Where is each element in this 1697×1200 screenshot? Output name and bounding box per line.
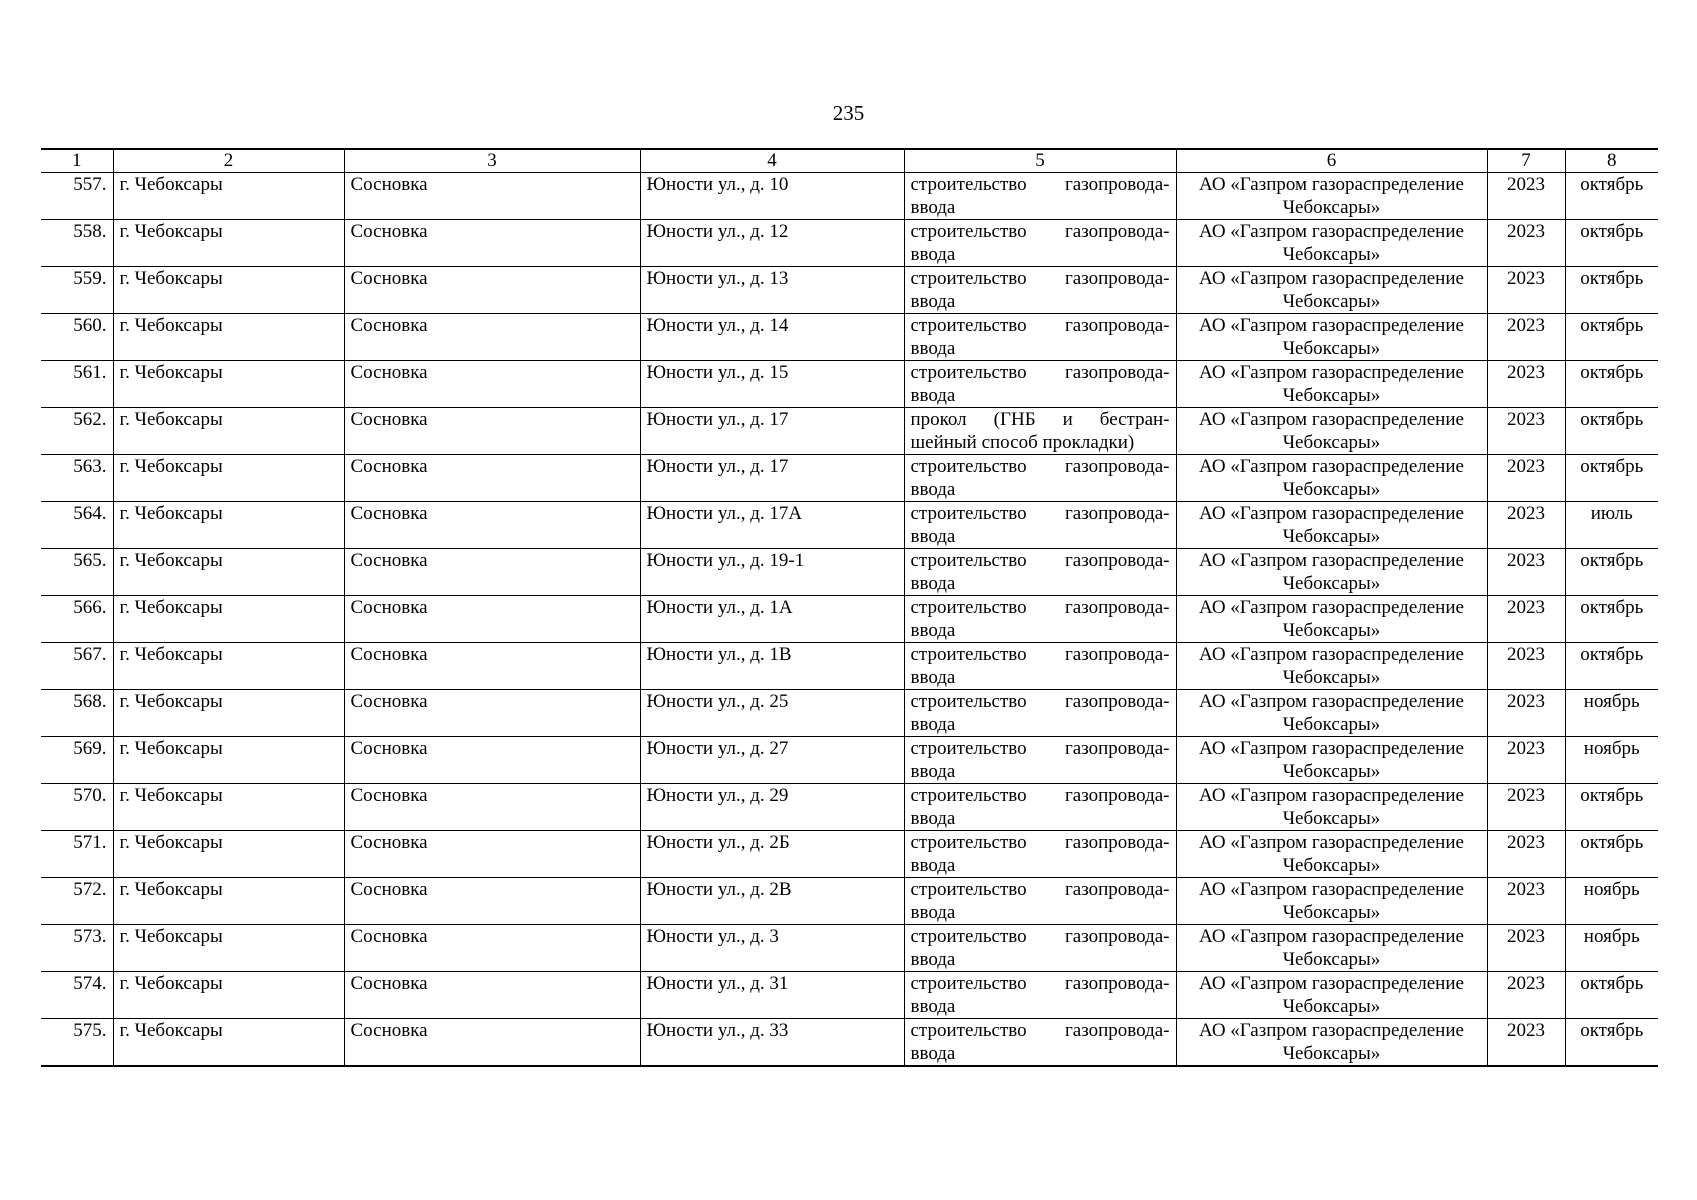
city-cell: г. Чебоксары [113, 596, 344, 643]
organization-cell [1176, 784, 1487, 831]
row-number-cell: 558. [41, 220, 113, 267]
city-cell: г. Чебоксары [113, 690, 344, 737]
organization-cell [1176, 878, 1487, 925]
organization-cell [1176, 267, 1487, 314]
work-type-line: ввода [910, 949, 956, 970]
table-row [41, 220, 1658, 267]
table-row [41, 502, 1658, 549]
work-type-line: ввода [910, 808, 956, 829]
year-cell: 2023 [1487, 596, 1565, 643]
month-cell: июль [1565, 502, 1658, 549]
work-type-cell [904, 925, 1176, 972]
organization-line: Чебоксары» [1282, 855, 1381, 876]
address-cell: Юности ул., д. 2В [640, 878, 904, 925]
district-cell: Сосновка [344, 220, 640, 267]
district-cell: Сосновка [344, 549, 640, 596]
city-cell: г. Чебоксары [113, 314, 344, 361]
work-type-line: ввода [910, 761, 956, 782]
year-cell: 2023 [1487, 690, 1565, 737]
work-type-line: строительство газопровода- [910, 362, 1170, 383]
organization-line: Чебоксары» [1282, 996, 1381, 1017]
month-cell: ноябрь [1565, 690, 1658, 737]
address-cell: Юности ул., д. 17 [640, 408, 904, 455]
work-type-cell [904, 831, 1176, 878]
row-number-cell: 557. [41, 173, 113, 220]
row-number-cell: 569. [41, 737, 113, 784]
work-type-line: строительство газопровода- [910, 785, 1170, 806]
header-cell: 8 [1565, 149, 1658, 173]
organization-cell [1176, 314, 1487, 361]
organization-line: Чебоксары» [1282, 526, 1381, 547]
row-number-cell: 561. [41, 361, 113, 408]
work-type-line: ввода [910, 573, 956, 594]
organization-line: Чебоксары» [1282, 808, 1381, 829]
organization-line: АО «Газпром газораспределение [1199, 315, 1464, 336]
month-cell: октябрь [1565, 267, 1658, 314]
organization-line: АО «Газпром газораспределение [1199, 738, 1464, 759]
work-type-line: шейный способ прокладки) [910, 432, 1135, 453]
organization-line: АО «Газпром газораспределение [1199, 221, 1464, 242]
address-cell: Юности ул., д. 17 [640, 455, 904, 502]
work-type-cell [904, 784, 1176, 831]
city-cell: г. Чебоксары [113, 220, 344, 267]
address-cell: Юности ул., д. 2Б [640, 831, 904, 878]
work-type-cell [904, 878, 1176, 925]
header-cell: 3 [344, 149, 640, 173]
district-cell: Сосновка [344, 314, 640, 361]
district-cell: Сосновка [344, 737, 640, 784]
organization-cell [1176, 220, 1487, 267]
organization-line: АО «Газпром газораспределение [1199, 174, 1464, 195]
work-type-line: строительство газопровода- [910, 973, 1170, 994]
row-number-cell: 573. [41, 925, 113, 972]
organization-cell [1176, 455, 1487, 502]
district-cell: Сосновка [344, 925, 640, 972]
table-row [41, 925, 1658, 972]
organization-line: АО «Газпром газораспределение [1199, 691, 1464, 712]
table-row [41, 737, 1658, 784]
work-type-line: строительство газопровода- [910, 174, 1170, 195]
table-row [41, 408, 1658, 455]
organization-line: Чебоксары» [1282, 714, 1381, 735]
header-cell: 1 [41, 149, 113, 173]
year-cell: 2023 [1487, 173, 1565, 220]
organization-line: АО «Газпром газораспределение [1199, 1020, 1464, 1041]
work-type-line: ввода [910, 996, 956, 1017]
work-type-line: строительство газопровода- [910, 597, 1170, 618]
city-cell: г. Чебоксары [113, 173, 344, 220]
year-cell: 2023 [1487, 361, 1565, 408]
district-cell: Сосновка [344, 361, 640, 408]
organization-line: Чебоксары» [1282, 761, 1381, 782]
organization-cell [1176, 737, 1487, 784]
work-type-cell [904, 220, 1176, 267]
address-cell: Юности ул., д. 31 [640, 972, 904, 1019]
organization-cell [1176, 925, 1487, 972]
header-cell: 2 [113, 149, 344, 173]
header-cell: 7 [1487, 149, 1565, 173]
organization-line: Чебоксары» [1282, 620, 1381, 641]
work-type-line: ввода [910, 385, 956, 406]
organization-line: Чебоксары» [1282, 385, 1381, 406]
month-cell: ноябрь [1565, 737, 1658, 784]
work-type-line: ввода [910, 902, 956, 923]
address-cell: Юности ул., д. 10 [640, 173, 904, 220]
year-cell: 2023 [1487, 455, 1565, 502]
city-cell: г. Чебоксары [113, 643, 344, 690]
work-type-line: строительство газопровода- [910, 221, 1170, 242]
table-row [41, 972, 1658, 1019]
row-number-cell: 559. [41, 267, 113, 314]
month-cell: октябрь [1565, 314, 1658, 361]
work-type-line: строительство газопровода- [910, 879, 1170, 900]
header-cell: 5 [904, 149, 1176, 173]
work-type-line: строительство газопровода- [910, 268, 1170, 289]
city-cell: г. Чебоксары [113, 408, 344, 455]
year-cell: 2023 [1487, 972, 1565, 1019]
year-cell: 2023 [1487, 784, 1565, 831]
organization-cell [1176, 408, 1487, 455]
district-cell: Сосновка [344, 455, 640, 502]
district-cell: Сосновка [344, 596, 640, 643]
city-cell: г. Чебоксары [113, 549, 344, 596]
table-row [41, 690, 1658, 737]
organization-line: Чебоксары» [1282, 479, 1381, 500]
organization-line: АО «Газпром газораспределение [1199, 832, 1464, 853]
organization-line: АО «Газпром газораспределение [1199, 409, 1464, 430]
district-cell: Сосновка [344, 643, 640, 690]
year-cell: 2023 [1487, 737, 1565, 784]
organization-line: АО «Газпром газораспределение [1199, 879, 1464, 900]
work-type-cell [904, 549, 1176, 596]
city-cell: г. Чебоксары [113, 267, 344, 314]
work-type-line: ввода [910, 244, 956, 265]
organization-line: АО «Газпром газораспределение [1199, 644, 1464, 665]
work-type-cell [904, 173, 1176, 220]
work-type-line: ввода [910, 667, 956, 688]
organization-line: Чебоксары» [1282, 432, 1381, 453]
district-cell: Сосновка [344, 831, 640, 878]
work-type-cell [904, 361, 1176, 408]
work-type-cell [904, 643, 1176, 690]
district-cell: Сосновка [344, 972, 640, 1019]
row-number-cell: 575. [41, 1019, 113, 1067]
month-cell: октябрь [1565, 972, 1658, 1019]
row-number-cell: 568. [41, 690, 113, 737]
month-cell: октябрь [1565, 408, 1658, 455]
city-cell: г. Чебоксары [113, 1019, 344, 1067]
month-cell: октябрь [1565, 361, 1658, 408]
work-type-cell [904, 314, 1176, 361]
work-type-line: строительство газопровода- [910, 926, 1170, 947]
work-type-cell [904, 690, 1176, 737]
organization-cell [1176, 596, 1487, 643]
organization-line: Чебоксары» [1282, 573, 1381, 594]
address-cell: Юности ул., д. 17А [640, 502, 904, 549]
page-number: 235 [832, 101, 865, 125]
city-cell: г. Чебоксары [113, 737, 344, 784]
organization-line: Чебоксары» [1282, 902, 1381, 923]
month-cell: октябрь [1565, 549, 1658, 596]
table-row [41, 173, 1658, 220]
table-row [41, 314, 1658, 361]
work-type-line: строительство газопровода- [910, 550, 1170, 571]
work-type-line: строительство газопровода- [910, 456, 1170, 477]
city-cell: г. Чебоксары [113, 361, 344, 408]
work-type-cell [904, 596, 1176, 643]
row-number-cell: 562. [41, 408, 113, 455]
address-cell: Юности ул., д. 3 [640, 925, 904, 972]
year-cell: 2023 [1487, 267, 1565, 314]
year-cell: 2023 [1487, 220, 1565, 267]
organization-cell [1176, 831, 1487, 878]
year-cell: 2023 [1487, 643, 1565, 690]
city-cell: г. Чебоксары [113, 502, 344, 549]
register-table [41, 148, 1658, 1067]
header-cell: 6 [1176, 149, 1487, 173]
year-cell: 2023 [1487, 502, 1565, 549]
work-type-cell [904, 408, 1176, 455]
district-cell: Сосновка [344, 173, 640, 220]
work-type-line: ввода [910, 714, 956, 735]
organization-line: Чебоксары» [1282, 197, 1381, 218]
row-number-cell: 565. [41, 549, 113, 596]
organization-line: Чебоксары» [1282, 291, 1381, 312]
table-row [41, 361, 1658, 408]
month-cell: октябрь [1565, 596, 1658, 643]
organization-cell [1176, 972, 1487, 1019]
work-type-line: ввода [910, 338, 956, 359]
row-number-cell: 570. [41, 784, 113, 831]
address-cell: Юности ул., д. 1В [640, 643, 904, 690]
month-cell: октябрь [1565, 643, 1658, 690]
work-type-line: строительство газопровода- [910, 503, 1170, 524]
month-cell: октябрь [1565, 220, 1658, 267]
month-cell: октябрь [1565, 173, 1658, 220]
table-row [41, 455, 1658, 502]
work-type-line: прокол (ГНБ и бестран- [910, 409, 1170, 430]
organization-line: АО «Газпром газораспределение [1199, 926, 1464, 947]
district-cell: Сосновка [344, 267, 640, 314]
city-cell: г. Чебоксары [113, 831, 344, 878]
organization-line: АО «Газпром газораспределение [1199, 597, 1464, 618]
city-cell: г. Чебоксары [113, 784, 344, 831]
month-cell: ноябрь [1565, 878, 1658, 925]
organization-line: Чебоксары» [1282, 949, 1381, 970]
organization-line: Чебоксары» [1282, 667, 1381, 688]
work-type-cell [904, 737, 1176, 784]
month-cell: октябрь [1565, 784, 1658, 831]
table-row [41, 1019, 1658, 1067]
organization-line: Чебоксары» [1282, 338, 1381, 359]
district-cell: Сосновка [344, 1019, 640, 1067]
organization-line: АО «Газпром газораспределение [1199, 503, 1464, 524]
address-cell: Юности ул., д. 33 [640, 1019, 904, 1067]
year-cell: 2023 [1487, 878, 1565, 925]
work-type-line: строительство газопровода- [910, 315, 1170, 336]
year-cell: 2023 [1487, 1019, 1565, 1067]
address-cell: Юности ул., д. 1А [640, 596, 904, 643]
district-cell: Сосновка [344, 878, 640, 925]
work-type-cell [904, 1019, 1176, 1067]
organization-line: АО «Газпром газораспределение [1199, 362, 1464, 383]
year-cell: 2023 [1487, 408, 1565, 455]
row-number-cell: 567. [41, 643, 113, 690]
table-row [41, 643, 1658, 690]
work-type-line: ввода [910, 479, 956, 500]
district-cell: Сосновка [344, 784, 640, 831]
month-cell: октябрь [1565, 831, 1658, 878]
row-number-cell: 572. [41, 878, 113, 925]
address-cell: Юности ул., д. 27 [640, 737, 904, 784]
month-cell: октябрь [1565, 455, 1658, 502]
organization-cell [1176, 643, 1487, 690]
organization-line: АО «Газпром газораспределение [1199, 268, 1464, 289]
organization-line: АО «Газпром газораспределение [1199, 456, 1464, 477]
table-row [41, 596, 1658, 643]
row-number-cell: 571. [41, 831, 113, 878]
city-cell: г. Чебоксары [113, 455, 344, 502]
organization-cell [1176, 690, 1487, 737]
address-cell: Юности ул., д. 14 [640, 314, 904, 361]
table-row [41, 267, 1658, 314]
organization-line: АО «Газпром газораспределение [1199, 550, 1464, 571]
address-cell: Юности ул., д. 13 [640, 267, 904, 314]
work-type-line: строительство газопровода- [910, 644, 1170, 665]
table-row [41, 878, 1658, 925]
table-row [41, 549, 1658, 596]
address-cell: Юности ул., д. 12 [640, 220, 904, 267]
work-type-line: строительство газопровода- [910, 1020, 1170, 1041]
row-number-cell: 564. [41, 502, 113, 549]
work-type-line: ввода [910, 291, 956, 312]
district-cell: Сосновка [344, 502, 640, 549]
organization-line: АО «Газпром газораспределение [1199, 785, 1464, 806]
work-type-line: строительство газопровода- [910, 738, 1170, 759]
address-cell: Юности ул., д. 29 [640, 784, 904, 831]
organization-cell [1176, 361, 1487, 408]
organization-cell [1176, 549, 1487, 596]
work-type-line: ввода [910, 855, 956, 876]
city-cell: г. Чебоксары [113, 972, 344, 1019]
city-cell: г. Чебоксары [113, 925, 344, 972]
year-cell: 2023 [1487, 549, 1565, 596]
organization-cell [1176, 1019, 1487, 1067]
work-type-line: ввода [910, 1043, 956, 1064]
work-type-line: строительство газопровода- [910, 691, 1170, 712]
table-header-row [41, 149, 1658, 173]
row-number-cell: 560. [41, 314, 113, 361]
year-cell: 2023 [1487, 925, 1565, 972]
row-number-cell: 566. [41, 596, 113, 643]
address-cell: Юности ул., д. 19-1 [640, 549, 904, 596]
work-type-line: ввода [910, 197, 956, 218]
organization-line: Чебоксары» [1282, 244, 1381, 265]
work-type-cell [904, 267, 1176, 314]
work-type-cell [904, 972, 1176, 1019]
row-number-cell: 574. [41, 972, 113, 1019]
address-cell: Юности ул., д. 15 [640, 361, 904, 408]
month-cell: октябрь [1565, 1019, 1658, 1067]
work-type-cell [904, 502, 1176, 549]
header-cell: 4 [640, 149, 904, 173]
organization-line: Чебоксары» [1282, 1043, 1381, 1064]
district-cell: Сосновка [344, 408, 640, 455]
month-cell: ноябрь [1565, 925, 1658, 972]
table-row [41, 784, 1658, 831]
work-type-cell [904, 455, 1176, 502]
table-row [41, 831, 1658, 878]
work-type-line: ввода [910, 526, 956, 547]
work-type-line: ввода [910, 620, 956, 641]
organization-cell [1176, 173, 1487, 220]
district-cell: Сосновка [344, 690, 640, 737]
row-number-cell: 563. [41, 455, 113, 502]
work-type-line: строительство газопровода- [910, 832, 1170, 853]
year-cell: 2023 [1487, 314, 1565, 361]
organization-line: АО «Газпром газораспределение [1199, 973, 1464, 994]
organization-cell [1176, 502, 1487, 549]
year-cell: 2023 [1487, 831, 1565, 878]
table-body [41, 173, 1658, 1067]
city-cell: г. Чебоксары [113, 878, 344, 925]
address-cell: Юности ул., д. 25 [640, 690, 904, 737]
